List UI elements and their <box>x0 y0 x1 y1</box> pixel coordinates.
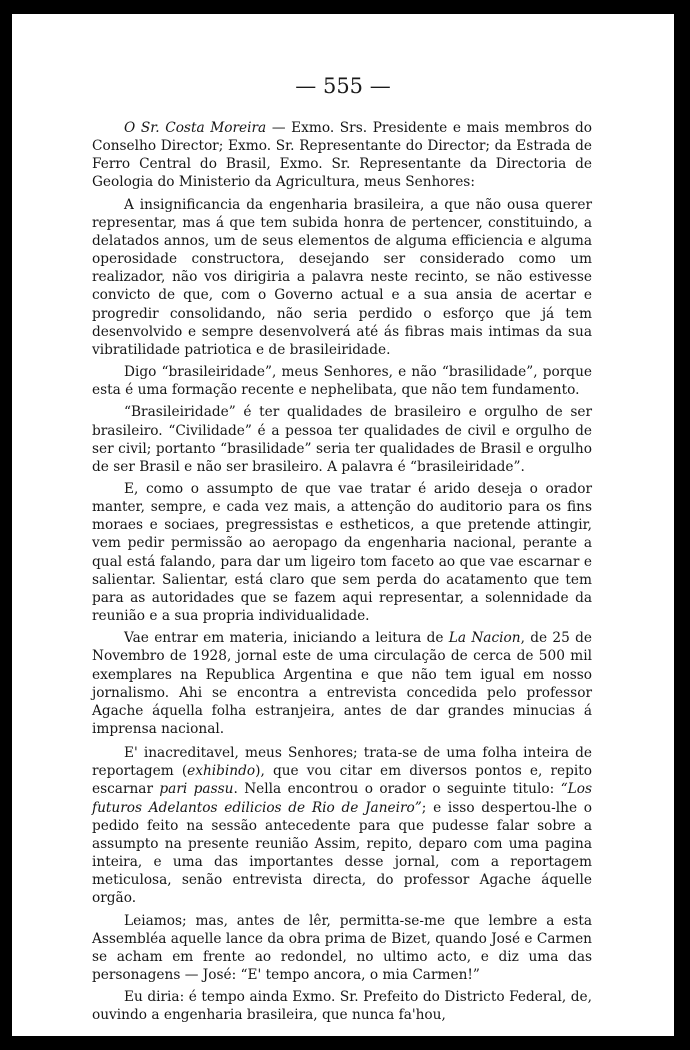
paragraph: “Brasileiridade” é ter qualidades de brasileiro e orgulho de ser brasileiro. “Civilidade” é a pessoa ter qualidades de civil e orgulho de ser civil; portanto “brasilidade” seria ter qualidades de Brasil e orgulho de ser Brasil e não ser brasileiro. A palavra é “brasileiridade”. <box>92 404 592 475</box>
paragraph <box>92 629 592 738</box>
paragraph <box>92 119 592 192</box>
paragraph-text: Vae entrar em materia, iniciando a leitura de <box>124 630 449 647</box>
paragraph: Eu diria: é tempo ainda Exmo. Sr. Prefeito do Districto Federal, de, ouvindo a engenharia brasileira, que nunca fa'hou, <box>92 989 592 1024</box>
paragraph-text: ; e isso despertou-lhe o pedido feito na sessão antecedente para que pudesse falar sobre a assumpto na presente reunião Assim, repito, deparo com uma pagina inteira, e uma das importantes desse jornal, com a reportagem meticulosa, senão entrevista directa, do professor Agache áquelle orgão. <box>92 799 592 907</box>
speaker-name: O Sr. Costa Moreira <box>124 120 267 136</box>
paragraph-text: ), que vou citar em diversos pontos e, repito escarnar <box>92 763 592 798</box>
newspaper-title: La Nacion <box>448 630 521 647</box>
page-number: — 555 — <box>295 74 391 98</box>
document-page <box>12 14 674 1036</box>
paragraph: A insignificancia da engenharia brasileira, a que não ousa querer representar, mas á que tem subida honra de pertencer, constituindo, a delatados annos, um de seus elementos de alguma efficiencia e alguma operosidade constructora, desejando ser considerado como um realizador, não vos dirigiria a palavra neste recinto, se não estivesse convicto de que, com o Governo actual e a sua ansia de acertar e progredir consolidando, não seria perdido o esforço que já tem desenvolvido e sempre desenvolverá até ás fibras mais intimas da sua vibratilidade patriotica e de brasileiridade. <box>92 196 592 358</box>
italic-phrase: exhibindo <box>187 763 256 780</box>
paragraph-text: — Exmo. Srs. Presidente e mais membros do Conselho Director; Exmo. Sr. Representante do Director; da Estrada de Ferro Central do Brasil, Exmo. Sr. Representante da Directoria de Geologia do Ministerio da Agricultura, meus Senhores: <box>92 120 592 191</box>
paragraph-text: E' inacreditavel, meus Senhores; trata-se de uma folha inteira de reportagem ( <box>92 745 592 780</box>
paragraph <box>92 744 592 907</box>
paragraph-text: , de 25 de Novembro de 1928, jornal este de uma circulação de cerca de 500 mil exemplares na Republica Argentina e que não tem igual em nosso jornalismo. Ahi se encontra a entrevista concedida pelo professor Agache áquella folha estranjeira, antes de dar grandes minucias á imprensa nacional. <box>92 630 592 737</box>
paragraph: Leiamos; mas, antes de lêr, permitta-se-me que lembre a esta Assembléa aquelle lance da obra prima de Bizet, quando José e Carmen se acham em frente ao redondel, no ultimo acto, e diz uma das personagens — José: “E' tempo ancora, o mia Carmen!” <box>92 912 592 984</box>
italic-phrase: pari passu <box>159 781 234 798</box>
body-text <box>92 119 592 1025</box>
paragraph: Digo “brasileiridade”, meus Senhores, e não “brasilidade”, porque esta é uma formação recente e nephelibata, que não tem fundamento. <box>92 364 592 399</box>
paragraph: E, como o assumpto de que vae tratar é arido deseja o orador manter, sempre, e cada vez mais, a attenção do auditorio para os fins moraes e sociaes, pregressistas e estheticos, a que pretende attingir, vem pedir permissão ao aeropago da engenharia nacional, perante a qual está falando, para dar um ligeiro tom faceto ao que vae escarnar e salientar. Salientar, está claro que sem perda do acatamento que tem para as autoridades que se fazem aqui representar, a solennidade da reunião e a sua propria individualidade. <box>92 480 592 625</box>
paragraph-text: . Nella encontrou o orador o seguinte titulo: <box>233 781 561 798</box>
quoted-title: “Los futuros Adelantos edilicios de Rio de Janeiro” <box>92 781 592 816</box>
